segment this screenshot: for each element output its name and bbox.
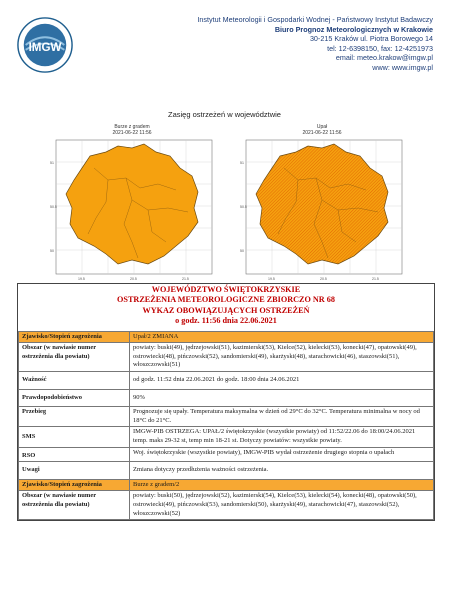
- svg-text:20.5: 20.5: [130, 277, 137, 281]
- svg-text:51: 51: [240, 161, 244, 165]
- row-value: Woj. świętokrzyskie (wszystkie powiaty), IMGW-PIB wydał ostrzeżenie drugiego stopnia o upałach: [130, 447, 434, 462]
- row-key: Przebieg: [19, 407, 130, 427]
- warnings-table: [18, 331, 434, 521]
- row-value: Burze z gradem/2: [130, 479, 434, 491]
- row-value: od godz. 11:52 dnia 22.06.2021 do godz. 18:00 dnia 24.06.2021: [130, 372, 434, 390]
- map-heat-date: 2021-06-22 11:56: [302, 130, 342, 136]
- table-row: [19, 479, 434, 491]
- svg-text:19.5: 19.5: [268, 277, 275, 281]
- table-row: [19, 427, 434, 447]
- row-key: RSO: [19, 447, 130, 462]
- row-value: Zmiana dotyczy przedłużenia ważności ostrzeżenia.: [130, 462, 434, 480]
- row-value: Upał/2 ZMIANA: [130, 331, 434, 343]
- voivodeship-title: WOJEWÓDZTWO ŚWIĘTOKRZYSKIE: [151, 285, 301, 294]
- table-row: [19, 372, 434, 390]
- row-value: powiaty: buski(49), jędrzejowski(51), kazimierski(53), Kielce(52), kielecki(53), konecki(47), opatowski(49), ostrowiecki(48), pińczowski(52), sandomierski(49), skarżyski(48), starachowicki(46), staszowski(51), włoszczowski(51): [130, 343, 434, 372]
- table-row: [19, 389, 434, 407]
- row-key: Prawdopodobieństwo: [19, 389, 130, 407]
- svg-text:51: 51: [50, 161, 54, 165]
- logo-text: IMGW: [28, 40, 62, 54]
- row-key: Obszar (w nawiasie numer ostrzeżenia dla powiatu): [19, 343, 130, 372]
- row-value: 90%: [130, 389, 434, 407]
- map-heat-name: Upał: [316, 124, 328, 130]
- table-row: [19, 491, 434, 520]
- map-heat: [238, 124, 406, 284]
- issue-time: o godz. 11:56 dnia 22.06.2021: [175, 316, 277, 326]
- table-row: [19, 447, 434, 462]
- table-row: [19, 343, 434, 372]
- table-row: [19, 462, 434, 480]
- list-title: WYKAZ OBOWIĄZUJĄCYCH OSTRZEŻEŃ: [142, 305, 310, 315]
- svg-text:50: 50: [50, 249, 54, 253]
- map-storms-svg: [48, 138, 216, 284]
- address: 30-215 Kraków ul. Piotra Borowego 14: [309, 34, 433, 44]
- row-key: Zjawisko/Stopień zagrożenia: [19, 479, 130, 491]
- phone-fax: tel: 12-6398150, fax: 12-4251973: [327, 43, 433, 53]
- svg-text:50.5: 50.5: [50, 205, 57, 209]
- document-header: [18, 284, 434, 331]
- map-storms-name: Burze z gradem: [114, 124, 150, 130]
- email: email: meteo.krakow@imgw.pl: [335, 53, 433, 63]
- row-value: powiaty: buski(50), jędrzejowski(52), kazimierski(54), Kielce(53), kielecki(54), konecki(48), opatowski(50), ostrowiecki(49), pińczowski(53), sandomierski(50), skarżyski(49), starachowicki(47), staszowski(52), włoszczowski(52): [130, 491, 434, 520]
- warnings-title: OSTRZEŻENIA METEOROLOGICZNE ZBIORCZO NR 68: [117, 295, 335, 305]
- row-key: Zjawisko/Stopień zagrożenia: [19, 331, 130, 343]
- row-value: Prognozuje się upały. Temperatura maksymalna w dzień od 29°C do 32°C. Temperatura minimalna w nocy od 18°C do 21°C.: [130, 407, 434, 427]
- row-key: Obszar (w nawiasie numer ostrzeżenia dla powiatu): [19, 491, 130, 520]
- map-storms-date: 2021-06-22 11:56: [112, 130, 152, 136]
- table-row: [19, 331, 434, 343]
- svg-text:19.5: 19.5: [78, 277, 85, 281]
- website: www: www.imgw.pl: [372, 62, 433, 72]
- institute-name: Instytut Meteorologii i Gospodarki Wodnej - Państwowy Instytut Badawczy: [197, 15, 433, 24]
- imgw-logo: [16, 16, 74, 74]
- table-row: [19, 407, 434, 427]
- svg-text:50: 50: [240, 249, 244, 253]
- maps-title: Zasięg ostrzeżeń w województwie: [168, 110, 281, 119]
- svg-text:50.5: 50.5: [240, 205, 247, 209]
- warnings-document: [17, 283, 435, 521]
- row-key: Ważność: [19, 372, 130, 390]
- office-name: Biuro Prognoz Meteorologicznych w Krakowie: [274, 24, 433, 34]
- map-heat-svg: [238, 138, 406, 284]
- row-value: IMGW-PIB OSTRZEGA: UPAŁ/2 świętokrzyskie (wszystkie powiaty) od 11:52/22.06 do 18:00/24.06.2021 temp. maks 29-32 st, temp min 18-21 st. Dotyczy powiatów: wszystkie powiaty.: [130, 427, 434, 447]
- row-key: Uwagi: [19, 462, 130, 480]
- map-storms: [48, 124, 216, 284]
- institute-header: [133, 15, 433, 73]
- row-key: SMS: [19, 427, 130, 447]
- svg-text:20.5: 20.5: [320, 277, 327, 281]
- svg-text:21.5: 21.5: [372, 277, 379, 281]
- svg-text:21.5: 21.5: [182, 277, 189, 281]
